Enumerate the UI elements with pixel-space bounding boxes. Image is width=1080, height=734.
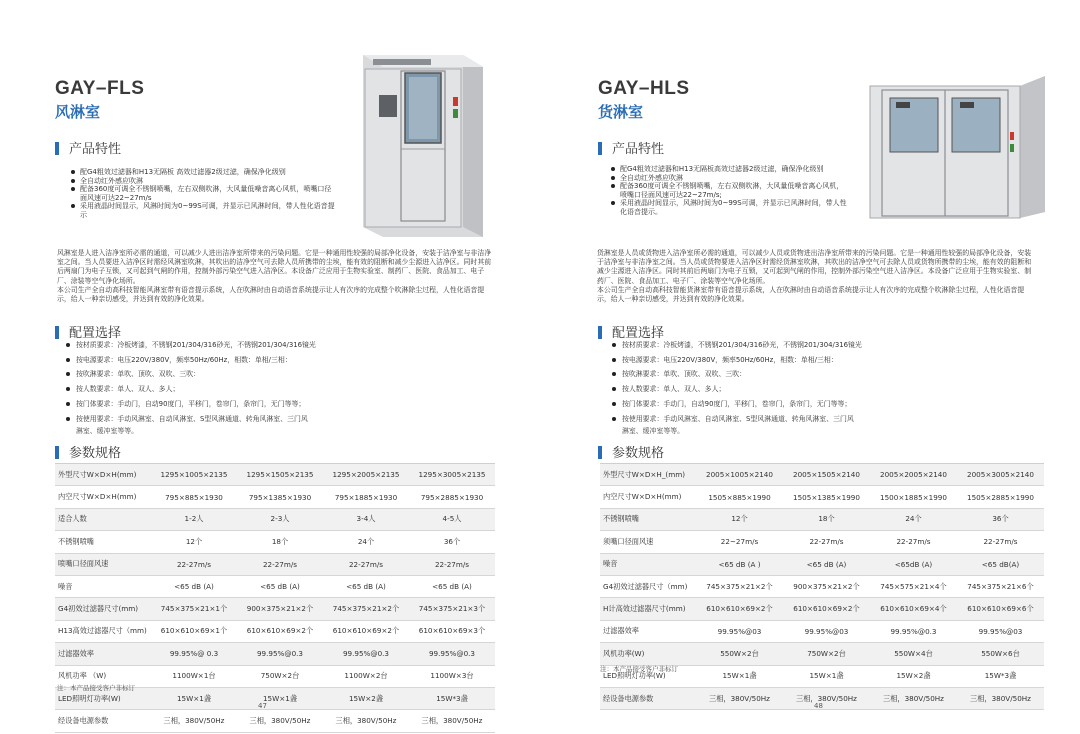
features-list [610, 165, 850, 217]
table-cell: <65 dB (A) [783, 553, 870, 575]
row-label: G4初效过滤器尺寸(mm) [55, 598, 151, 620]
config-item: 按材质要求：冷板烤漆，不锈钢201/304/316砂光，不锈钢201/304/316镜光 [64, 338, 394, 353]
row-label: 过滤器效率 [600, 620, 696, 642]
description-para: 货淋室是人员或货物进入洁净室所必需的通道，可以减少人员或货物进出洁净室所带来的污染问题。它是一种通用性较强的局部净化设备，安装于洁净室与非洁净室之间。当人员或货物要进入洁净区时需经货淋室吹淋，其吹出的洁净空气可去除人员或货物所携带的尘埃，能有效的阻断和减少尘源进入洁净区。同时其前后两扇门为电子互锁，又可起到气闸的作用，控制外部污染空气进入洁净区。本设备广泛应用于生物实验室、制药厂、医院、食品加工、电子厂、涂装等空气净化场所。 [597, 249, 1032, 285]
table-cell: 1100W×1台 [151, 665, 237, 687]
spec-heading: 参数规格 [55, 442, 121, 461]
spec-table [600, 463, 1044, 710]
table-cell: 1500×1885×1990 [870, 486, 957, 508]
table-cell: 18个 [783, 508, 870, 530]
page-number: 48 [814, 702, 823, 710]
cargo-shower-illustration [860, 72, 1070, 222]
spec-table [55, 463, 495, 733]
table-cell: 1505×885×1990 [696, 486, 783, 508]
table-row [600, 643, 1044, 665]
config-item: 按材质要求：冷板烤漆，不锈钢201/304/316砂光，不锈钢201/304/316镜光 [610, 338, 940, 353]
table-cell: <65 dB(A) [957, 553, 1044, 575]
table-row [600, 553, 1044, 575]
table-cell: 22-27m/s [870, 531, 957, 553]
table-cell: 610×610×69×4个 [870, 598, 957, 620]
table-row [600, 464, 1044, 486]
row-label: 外型尺寸W×D×H(mm) [55, 464, 151, 486]
feature-item: 采用液晶时间显示，风淋时间为0~99S可调，并显示已风淋时间，带人性化语音提示。 [610, 199, 850, 216]
table-cell: 1505×1385×1990 [783, 486, 870, 508]
config-list [610, 338, 940, 437]
table-cell: 22~27m/s [696, 531, 783, 553]
footnote: 注：本产品接受客户非标订 [57, 684, 135, 692]
row-label: 经设备电源参数 [600, 687, 696, 709]
row-label: 适合人数 [55, 508, 151, 530]
row-label: 不锈钢喷嘴 [600, 508, 696, 530]
config-item: 按人数要求：单人、双人、多人； [64, 382, 394, 397]
table-cell: 795×1885×1930 [323, 486, 409, 508]
table-row [55, 643, 495, 665]
row-label: 噪音 [55, 575, 151, 597]
config-heading: 配置选择 [55, 322, 121, 341]
table-cell: 99.95%@03 [783, 620, 870, 642]
row-label: 经设备电源参数 [55, 710, 151, 732]
table-cell: 795×885×1930 [151, 486, 237, 508]
row-label: LED照明灯功率(W) [55, 687, 151, 709]
config-item-continued: 淋室、缓冲室等等。 [76, 427, 139, 436]
config-item: 按门体要求：手动门，自动90度门，平移门，卷帘门，条帘门，无门等等； [64, 397, 394, 412]
table-cell: 795×2885×1930 [409, 486, 495, 508]
table-cell: 750W×2台 [237, 665, 323, 687]
table-cell: 610×610×69×3个 [409, 620, 495, 642]
row-label: H13高效过滤器尺寸（mm) [55, 620, 151, 642]
spec-heading: 参数规格 [598, 442, 664, 461]
feature-item: 全自动红外感应吹淋 [70, 177, 338, 186]
model-title: GAY–HLS [598, 78, 690, 99]
table-cell: 745×375×21×6个 [957, 575, 1044, 597]
row-label: 不锈钢喷嘴 [55, 531, 151, 553]
config-item: 按电源要求：电压220V/380V，频率50Hz/60Hz，相数：单相/三相： [64, 353, 394, 368]
table-cell: 22-27m/s [783, 531, 870, 553]
row-label: 风机功率 （W) [55, 665, 151, 687]
row-label: 过滤器效率 [55, 643, 151, 665]
table-cell: 1295×3005×2135 [409, 464, 495, 486]
product-name: 货淋室 [598, 103, 644, 121]
table-row [55, 575, 495, 597]
config-item-continued: 淋室、缓冲室等等。 [622, 427, 685, 436]
row-label: 噪音 [600, 553, 696, 575]
feature-item: 配G4粗效过滤器和H13无隔板 高效过滤器2级过滤，确保净化级别 [70, 168, 338, 177]
table-cell: 1-2人 [151, 508, 237, 530]
config-item: 按门体要求：手动门，自动90度门，平移门，卷帘门，条帘门，无门等等； [610, 397, 940, 412]
table-cell: 99.95%@0.3 [323, 643, 409, 665]
table-cell: 22-27m/s [409, 553, 495, 575]
config-item: 按使用要求：手动风淋室、自动风淋室、S型风淋通道、转角风淋室、三门风 [64, 412, 394, 427]
table-row [600, 620, 1044, 642]
table-cell: 900×375×21×2个 [783, 575, 870, 597]
config-item: 按使用要求：手动风淋室、自动风淋室、S型风淋通道、转角风淋室、三门风 [610, 412, 940, 427]
table-cell: 三相，380V/50Hz [783, 687, 870, 709]
table-cell: 2-3人 [237, 508, 323, 530]
table-cell: 550W×6台 [957, 643, 1044, 665]
table-cell: 22-27m/s [957, 531, 1044, 553]
table-cell: 745×375×21×2个 [696, 575, 783, 597]
table-cell: 2005×1005×2140 [696, 464, 783, 486]
row-label: 内空尺寸W×D×H(mm) [600, 486, 696, 508]
row-label: G4初效过滤器尺寸（mm) [600, 575, 696, 597]
table-cell: 99.95%@0.3 [409, 643, 495, 665]
row-label: 外型尺寸W×D×H_(mm) [600, 464, 696, 486]
table-cell: 99.95%@0.3 [237, 643, 323, 665]
feature-item: 采用液晶时间显示，风淋时间为0~99S可调，并显示已风淋时间，带人性化语音提示 [70, 202, 338, 219]
features-heading: 产品特性 [55, 138, 121, 157]
table-cell: 610×610×69×1个 [151, 620, 237, 642]
table-cell: 三相，380V/50Hz [870, 687, 957, 709]
table-cell: 2005×1505×2140 [783, 464, 870, 486]
table-cell: <65 dB (A) [409, 575, 495, 597]
description-para: 本公司生产全自动高科技智能货淋室带有语音提示系统，人在吹淋时由自动语音系统提示让人有次序的完成整个吹淋除尘过程，人性化语音提示，给人一种亲切感受，并达到有效的净化效果。 [597, 285, 1025, 304]
table-cell: 15W×1盏 [151, 687, 237, 709]
table-cell: 15W×1盏 [696, 665, 783, 687]
table-cell: 610×610×69×2个 [323, 620, 409, 642]
table-cell: 750W×2台 [783, 643, 870, 665]
product-name: 风淋室 [55, 103, 101, 121]
table-cell: 三相，380V/50Hz [409, 710, 495, 732]
table-row [55, 620, 495, 642]
description [597, 249, 1037, 304]
table-cell: 三相，380V/50Hz [237, 710, 323, 732]
table-cell: 99.95%@03 [696, 620, 783, 642]
table-cell: 15W*3盏 [409, 687, 495, 709]
table-cell: 900×375×21×2个 [237, 598, 323, 620]
table-row [600, 508, 1044, 530]
row-label: 风机功率(W) [600, 643, 696, 665]
table-cell: 三相，380V/50Hz [696, 687, 783, 709]
table-cell: 1295×1505×2135 [237, 464, 323, 486]
config-item: 按人数要求：单人、双人、多人； [610, 382, 940, 397]
page-number: 47 [258, 702, 267, 710]
table-cell: <65 dB (A) [323, 575, 409, 597]
table-cell: 三相，380V/50Hz [151, 710, 237, 732]
table-row [55, 508, 495, 530]
table-row [55, 531, 495, 553]
table-cell: 550W×4台 [870, 643, 957, 665]
table-row [600, 575, 1044, 597]
table-row [55, 598, 495, 620]
features-heading: 产品特性 [598, 138, 664, 157]
page-right [540, 0, 1080, 734]
table-cell: 12个 [151, 531, 237, 553]
config-item: 按吹淋要求：单吹、顶吹、双吹、三吹： [610, 367, 940, 382]
table-cell: 745×375×21×2个 [323, 598, 409, 620]
table-cell: 22-27m/s [323, 553, 409, 575]
table-cell: 三相，380V/50Hz [323, 710, 409, 732]
table-cell: 1295×2005×2135 [323, 464, 409, 486]
table-row [55, 553, 495, 575]
feature-item: 配备360度可调全不锈钢喷嘴，左右双侧吹淋，大风量低噪音离心风机，喷嘴口径面风速可达22~27m/s [70, 185, 338, 202]
table-row [600, 598, 1044, 620]
row-label: 须嘴口径面风速 [600, 531, 696, 553]
table-cell: 36个 [409, 531, 495, 553]
feature-item: 全自动红外感应吹淋 [610, 174, 850, 183]
table-cell: 99.95%@0.3 [870, 620, 957, 642]
description-para: 本公司生产全自动高科技智能风淋室带有语音提示系统，人在吹淋时由自动语音系统提示让人有次序的完成整个吹淋除尘过程，人性化语音提示，给人一种亲切感受，并达到有效的净化效果。 [57, 285, 485, 304]
table-cell: 18个 [237, 531, 323, 553]
table-row [55, 710, 495, 732]
table-cell: 15W×1盏 [237, 687, 323, 709]
config-item: 按电源要求：电压220V/380V，频率50Hz/60Hz，相数：单相/三相： [610, 353, 940, 368]
table-row [600, 486, 1044, 508]
table-cell: <65dB (A) [870, 553, 957, 575]
table-cell: 15W*3盏 [957, 665, 1044, 687]
table-cell: <65 dB (A) [151, 575, 237, 597]
config-item: 按吹淋要求：单吹、顶吹、双吹、三吹： [64, 367, 394, 382]
row-label: 喷嘴口径面风速 [55, 553, 151, 575]
feature-item: 配G4粗效过滤器和H13无隔板高效过滤器2级过滤，确保净化级别 [610, 165, 850, 174]
table-cell: 22-27m/s [151, 553, 237, 575]
config-list [64, 338, 394, 437]
table-cell: 610×610×69×2个 [696, 598, 783, 620]
row-label: 内空尺寸W×D×H(mm) [55, 486, 151, 508]
table-cell: 99.95%@03 [957, 620, 1044, 642]
table-cell: 3-4人 [323, 508, 409, 530]
table-cell: 2005×2005×2140 [870, 464, 957, 486]
model-title: GAY–FLS [55, 78, 145, 99]
table-row [55, 486, 495, 508]
table-cell: 745×375×21×1个 [151, 598, 237, 620]
table-cell: 745×375×21×3个 [409, 598, 495, 620]
table-cell: 2005×3005×2140 [957, 464, 1044, 486]
description [57, 249, 492, 304]
table-cell: 22-27m/s [237, 553, 323, 575]
feature-item: 配备360度可调全不锈钢喷嘴，左右双侧吹淋，大风量低噪音离心风机，喷嘴口径面风速可达22~27m/s; [610, 182, 850, 199]
footnote: 注：本产品接受客户非标订 [600, 665, 678, 673]
table-cell: 99.95%@ 0.3 [151, 643, 237, 665]
table-cell: 610×610×69×2个 [783, 598, 870, 620]
table-cell: 4-5人 [409, 508, 495, 530]
table-cell: 1100W×2台 [323, 665, 409, 687]
config-heading: 配置选择 [598, 322, 664, 341]
table-cell: 795×1385×1930 [237, 486, 323, 508]
table-row [55, 464, 495, 486]
table-cell: 15W×2盏 [323, 687, 409, 709]
table-cell: 1505×2885×1990 [957, 486, 1044, 508]
table-cell: 12个 [696, 508, 783, 530]
table-cell: 550W×2台 [696, 643, 783, 665]
features-list [70, 168, 338, 220]
table-cell: <65 dB (A ) [696, 553, 783, 575]
table-row [600, 531, 1044, 553]
table-cell: 1100W×3台 [409, 665, 495, 687]
table-cell: 1295×1005×2135 [151, 464, 237, 486]
row-label: H计高效过滤器尺寸(mm) [600, 598, 696, 620]
table-cell: 24个 [323, 531, 409, 553]
table-cell: 15W×2盏 [870, 665, 957, 687]
description-para: 风淋室是人进入洁净室所必需的通道，可以减少人进出洁净室所带来的污染问题。它是一种通用性较强的局部净化设备，安装于洁净室与非洁净室之间。当人员要进入洁净区时需经风淋室吹淋，其吹出的洁净空气可去除人员所携带的尘埃，能有效的阻断和减少尘源进入洁净区。同时其前后两扇门为电子互锁，又可起到气闸的作用，控制外部污染空气进入洁净区。本设备广泛应用于生物实验室、制药厂、医院、食品加工、电子厂、涂装等空气净化场所。 [57, 249, 492, 285]
table-cell: 36个 [957, 508, 1044, 530]
table-cell: <65 dB (A) [237, 575, 323, 597]
row-label: LED照明灯功率(W) [600, 665, 696, 687]
table-cell: 三相，380V/50Hz [957, 687, 1044, 709]
table-cell: 610×610×69×6个 [957, 598, 1044, 620]
table-cell: 15W×1盏 [783, 665, 870, 687]
table-cell: 24个 [870, 508, 957, 530]
table-cell: 745×575×21×4个 [870, 575, 957, 597]
air-shower-illustration [345, 45, 495, 245]
table-cell: 610×610×69×2个 [237, 620, 323, 642]
